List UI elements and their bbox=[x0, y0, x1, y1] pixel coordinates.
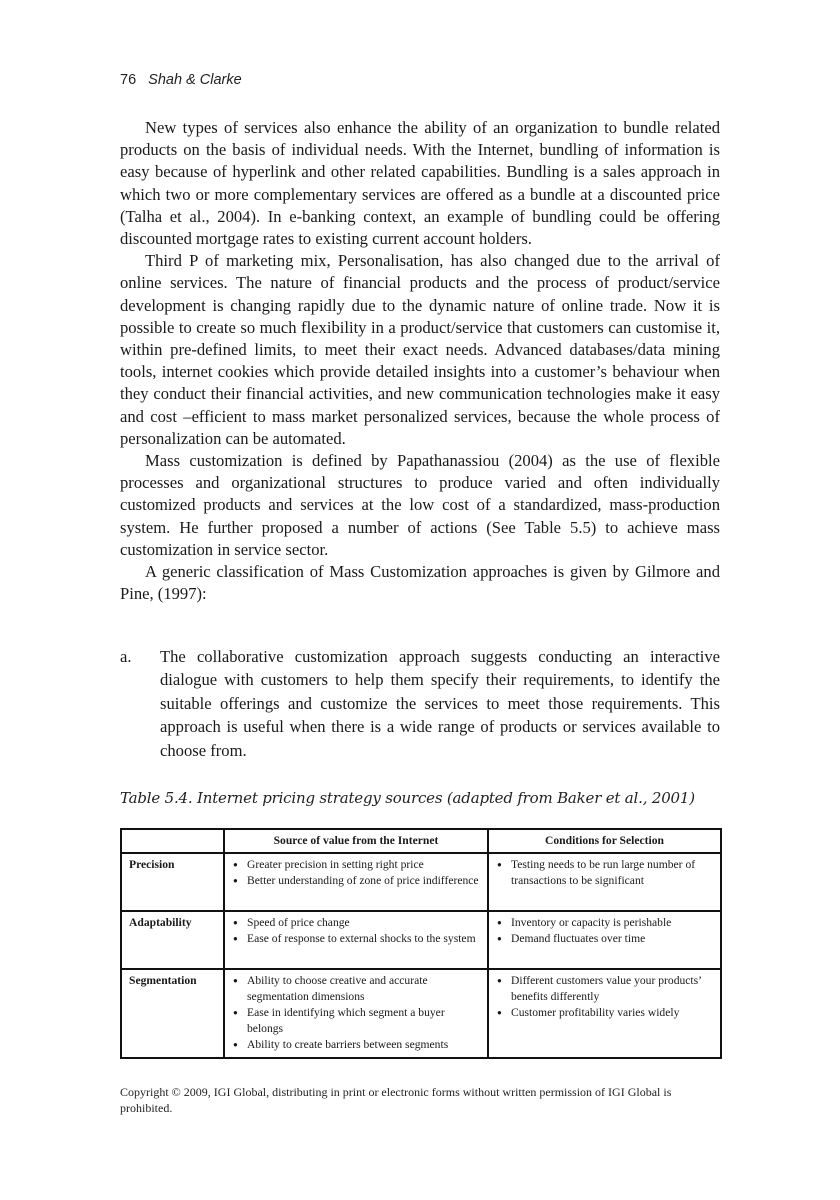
row-label: Adaptability bbox=[121, 911, 224, 969]
conditions-cell bbox=[488, 853, 721, 911]
paragraph: Third P of marketing mix, Personalisation, has also changed due to the arrival of online services. The nature of financial products and the process of product/service development is changing rapidly due to the dynamic nature of online trade. Now it is possible to create so much flexibility in a product/service that customers can customise it, within pre-defined limits, to meet their exact needs. Advanced databases/data mining tools, internet cookies which provide detailed insights into a customer’s behaviour when they conduct their financial activities, and new communication technologies make it easy and cost –efficient to mass market personalized services, because the whole process of personalization can be automated. bbox=[120, 251, 720, 448]
table-row bbox=[121, 853, 721, 911]
row-label: Segmentation bbox=[121, 969, 224, 1058]
list-marker: a. bbox=[120, 647, 132, 666]
row-label: Precision bbox=[121, 853, 224, 911]
running-head-authors: Shah & Clarke bbox=[148, 72, 242, 88]
paragraph: A generic classification of Mass Customization approaches is given by Gilmore and Pine, (1997): bbox=[120, 562, 720, 604]
bullet-item: ● Ease in identifying which segment a buyer belongs bbox=[231, 1005, 481, 1037]
paragraph: Mass customization is defined by Papathanassiou (2004) as the use of flexible processes and organizational structures to produce varied and often individually customized products and services at the low cost of a standardized, mass-production system. He further proposed a number of actions (See Table 5.5) to achieve mass customization in service sector. bbox=[120, 451, 720, 559]
bullet-item: ● Ease of response to external shocks to the system bbox=[231, 931, 481, 947]
approach-list bbox=[120, 645, 720, 762]
table-caption: Table 5.4. Internet pricing strategy sources (adapted from Baker et al., 2001) bbox=[120, 789, 695, 807]
bullet-item: ● Customer profitability varies widely bbox=[495, 1005, 714, 1021]
table-header-row bbox=[121, 829, 721, 853]
bullet-item: ● Ability to choose creative and accurate segmentation dimensions bbox=[231, 973, 481, 1005]
bullet-item: ● Testing needs to be run large number of transactions to be significant bbox=[495, 857, 714, 889]
list-item-text: The collaborative customization approach suggests conducting an interactive dialogue with customers to help them specify their requirements, to identify the suitable offerings and customize the services to meet those requirements. This approach is useful when there is a wide range of products or services available to choose from. bbox=[160, 647, 720, 760]
paragraph: New types of services also enhance the ability of an organization to bundle related products on the basis of individual needs. With the Internet, bundling of information is easy because of hyperlink and other related capabilities. Bundling is a sales approach in which two or more complementary services are offered as a bundle at a discounted price (Talha et al., 2004). In e-banking context, an example of bundling could be offering discounted mortgage rates to existing current account holders. bbox=[120, 118, 720, 249]
list-item bbox=[120, 645, 720, 762]
bullet-item: ● Better understanding of zone of price indifference bbox=[231, 873, 481, 889]
pricing-strategy-table bbox=[120, 828, 722, 1059]
sources-cell bbox=[224, 853, 488, 911]
body-text bbox=[120, 117, 720, 605]
copyright-notice: Copyright © 2009, IGI Global, distributing in print or electronic forms without written permission of IGI Global is prohibited. bbox=[120, 1085, 672, 1115]
table-header-conditions: Conditions for Selection bbox=[488, 829, 721, 853]
conditions-cell bbox=[488, 969, 721, 1058]
sources-cell bbox=[224, 969, 488, 1058]
bullet-item: ● Different customers value your products’ benefits differently bbox=[495, 973, 714, 1005]
table-row bbox=[121, 969, 721, 1058]
table-header-sources: Source of value from the Internet bbox=[224, 829, 488, 853]
bullet-item: ● Speed of price change bbox=[231, 915, 481, 931]
bullet-item: ● Ability to create barriers between segments bbox=[231, 1037, 481, 1053]
conditions-cell bbox=[488, 911, 721, 969]
table-header-empty bbox=[121, 829, 224, 853]
bullet-item: ● Demand fluctuates over time bbox=[495, 931, 714, 947]
running-head bbox=[120, 72, 242, 88]
bullet-item: ● Greater precision in setting right price bbox=[231, 857, 481, 873]
sources-cell bbox=[224, 911, 488, 969]
bullet-item: ● Inventory or capacity is perishable bbox=[495, 915, 714, 931]
page-number: 76 bbox=[120, 72, 137, 88]
table-row bbox=[121, 911, 721, 969]
